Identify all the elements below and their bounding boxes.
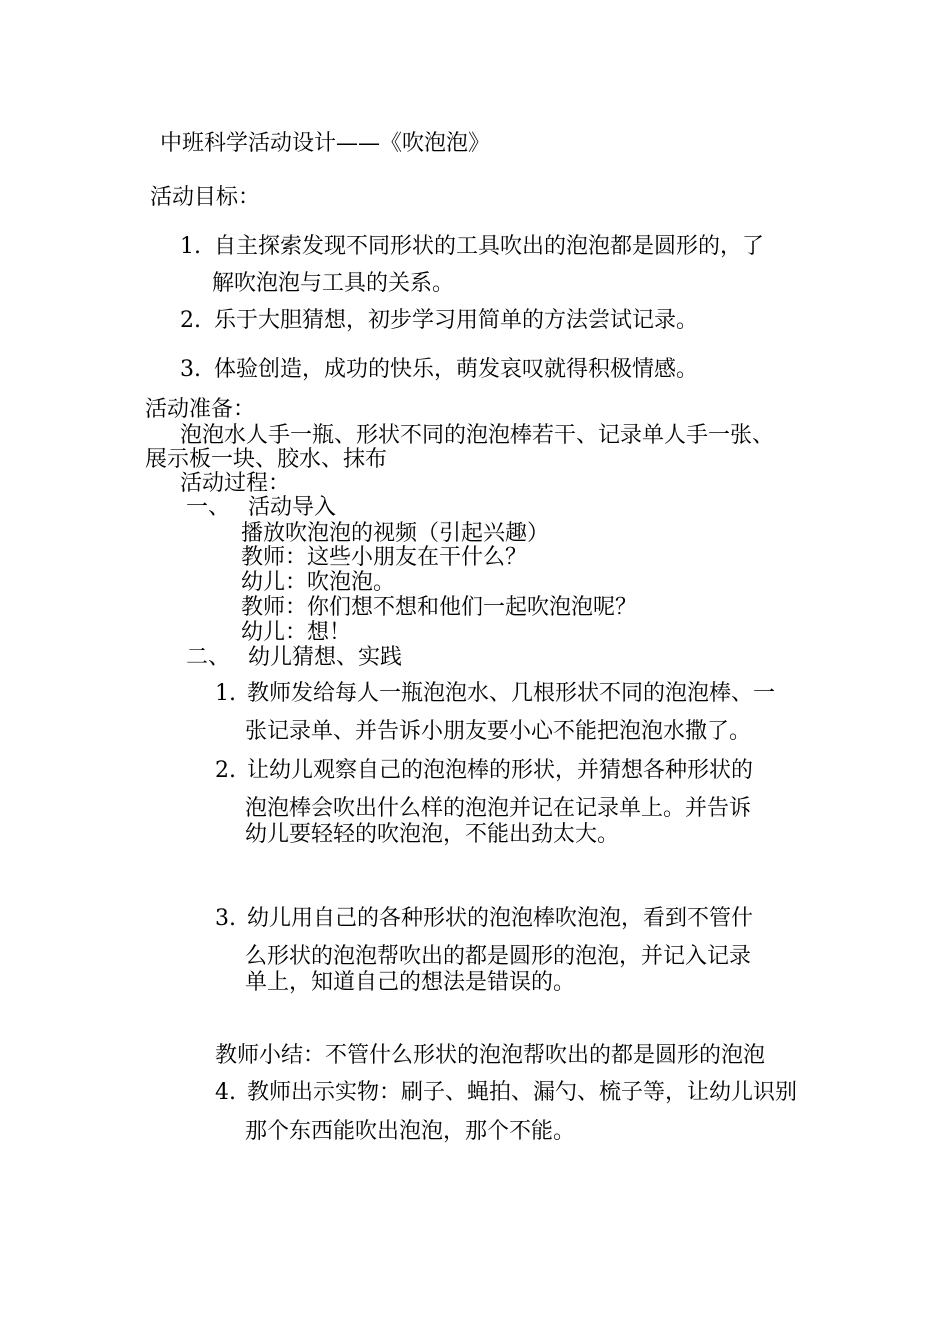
step-1-line-2: 张记录单、并告诉小朋友要小心不能把泡泡水撒了。 [245, 719, 752, 744]
step-4-number: 4. [215, 1080, 236, 1105]
document-title: 中班科学活动设计——《吹泡泡》 [160, 131, 491, 156]
section-2-number: 二、 [186, 645, 231, 670]
teacher-summary: 教师小结：不管什么形状的泡泡帮吹出的都是圆形的泡泡 [215, 1043, 766, 1068]
prep-heading: 活动准备： [145, 397, 256, 422]
prep-line-1: 泡泡水人手一瓶、形状不同的泡泡棒若干、记录单人手一张、 [180, 423, 775, 448]
section-1-title: 活动导入 [248, 495, 337, 520]
step-2-line-1: 让幼儿观察自己的泡泡棒的形状，并猜想各种形状的 [247, 758, 754, 783]
goals-heading: 活动目标： [150, 185, 261, 210]
section-1-line-1: 播放吹泡泡的视频（引起兴趣） [241, 521, 550, 546]
step-3-number: 3. [215, 906, 236, 931]
section-1-line-5: 幼儿：想！ [241, 620, 352, 645]
step-4-line-2: 那个东西能吹出泡泡，那个不能。 [245, 1119, 576, 1144]
prep-line-2: 展示板一块、胶水、抹布 [145, 447, 388, 472]
goal-item-1-line-1: 自主探索发现不同形状的工具吹出的泡泡都是圆形的，了 [214, 234, 765, 259]
goal-item-2-line-1: 乐于大胆猜想，初步学习用简单的方法尝试记录。 [214, 308, 699, 333]
section-2-title: 幼儿猜想、实践 [248, 645, 403, 670]
step-3-line-1: 幼儿用自己的各种形状的泡泡棒吹泡泡，看到不管什 [247, 906, 754, 931]
goal-item-1-number: 1. [180, 234, 201, 259]
section-1-line-4: 教师：你们想不想和他们一起吹泡泡呢？ [241, 595, 638, 620]
step-2-number: 2. [215, 758, 236, 783]
step-1-number: 1. [215, 681, 236, 706]
goal-item-3-line-1: 体验创造，成功的快乐，萌发哀叹就得积极情感。 [214, 357, 699, 382]
step-2-line-3: 幼儿要轻轻的吹泡泡，不能出劲太大。 [245, 822, 620, 847]
goal-item-2-number: 2. [180, 308, 201, 333]
section-1-number: 一、 [186, 495, 231, 520]
step-2-line-2: 泡泡棒会吹出什么样的泡泡并记在记录单上。并告诉 [245, 796, 752, 821]
step-4-line-1: 教师出示实物：刷子、蝇拍、漏勺、梳子等，让幼儿识别 [247, 1080, 798, 1105]
process-heading: 活动过程： [180, 471, 291, 496]
step-1-line-1: 教师发给每人一瓶泡泡水、几根形状不同的泡泡棒、一 [247, 681, 776, 706]
step-3-line-3: 单上，知道自己的想法是错误的。 [245, 970, 576, 995]
step-3-line-2: 么形状的泡泡帮吹出的都是圆形的泡泡，并记入记录 [245, 944, 752, 969]
goal-item-3-number: 3. [180, 357, 201, 382]
section-1-line-2: 教师：这些小朋友在干什么？ [241, 545, 528, 570]
goal-item-1-line-2: 解吹泡泡与工具的关系。 [212, 271, 455, 296]
section-1-line-3: 幼儿：吹泡泡。 [241, 570, 396, 595]
